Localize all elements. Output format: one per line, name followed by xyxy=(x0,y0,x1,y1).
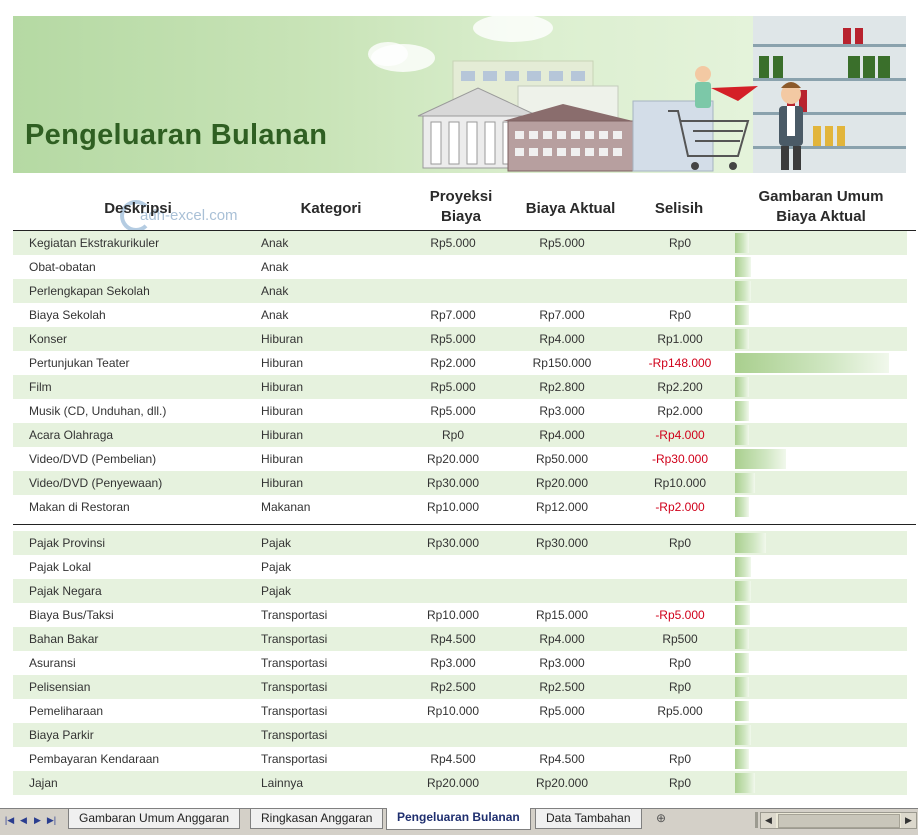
table-row[interactable] xyxy=(13,279,907,303)
cell-proyeksi[interactable]: Rp5.000 xyxy=(430,404,476,418)
header-proyeksi[interactable]: Proyeksi Biaya xyxy=(429,188,493,225)
actual-cost-databar xyxy=(735,305,749,325)
cell-aktual[interactable]: Rp30.000 xyxy=(535,536,589,550)
actual-cost-databar xyxy=(735,749,749,769)
table-row[interactable] xyxy=(13,627,907,651)
next-sheet-icon[interactable]: ▶ xyxy=(34,815,41,825)
cell-kategori[interactable]: Hiburan xyxy=(261,356,304,370)
first-sheet-icon[interactable]: |◀ xyxy=(4,815,15,825)
cell-proyeksi[interactable]: Rp5.000 xyxy=(430,332,476,346)
cell-selisih[interactable]: -Rp148.000 xyxy=(648,356,712,370)
table-row[interactable] xyxy=(13,555,907,579)
cell-deskripsi[interactable]: Pelisensian xyxy=(29,680,91,694)
cell-kategori[interactable]: Hiburan xyxy=(261,380,304,394)
table-row[interactable] xyxy=(13,651,907,675)
last-sheet-icon[interactable]: ▶| xyxy=(46,815,57,825)
cell-selisih[interactable]: Rp5.000 xyxy=(657,704,703,718)
header-aktual[interactable]: Biaya Aktual xyxy=(525,200,616,217)
sheet-tab-bar xyxy=(0,808,918,835)
cell-selisih[interactable]: Rp0 xyxy=(668,656,691,670)
sheet-tab[interactable]: Gambaran Umum Anggaran xyxy=(68,809,240,829)
table-row[interactable] xyxy=(13,423,907,447)
table-row[interactable] xyxy=(13,447,907,471)
cell-aktual[interactable]: Rp3.000 xyxy=(539,656,585,670)
shopping-illustration xyxy=(343,16,906,173)
cell-deskripsi[interactable]: Film xyxy=(29,380,52,394)
header-gambaran[interactable]: Gambaran Umum Biaya Aktual xyxy=(758,188,884,225)
cell-aktual[interactable]: Rp150.000 xyxy=(532,356,592,370)
cell-aktual[interactable]: Rp50.000 xyxy=(535,452,589,466)
table-row[interactable] xyxy=(13,495,907,519)
cell-kategori[interactable]: Lainnya xyxy=(261,776,304,790)
cell-kategori[interactable]: Anak xyxy=(261,260,289,274)
actual-cost-databar xyxy=(735,401,749,421)
cell-aktual[interactable]: Rp5.000 xyxy=(539,236,585,250)
cell-kategori[interactable]: Anak xyxy=(261,236,289,250)
cell-aktual[interactable]: Rp15.000 xyxy=(535,608,589,622)
actual-cost-databar xyxy=(735,581,751,601)
cell-proyeksi[interactable]: Rp7.000 xyxy=(430,308,476,322)
cell-deskripsi[interactable]: Pertunjukan Teater xyxy=(29,356,130,370)
cell-deskripsi[interactable]: Jajan xyxy=(29,776,58,790)
table-row[interactable] xyxy=(13,771,907,795)
cell-deskripsi[interactable]: Konser xyxy=(29,332,68,346)
cell-proyeksi[interactable]: Rp10.000 xyxy=(426,500,480,514)
actual-cost-databar xyxy=(735,281,751,301)
cell-deskripsi[interactable]: Musik (CD, Unduhan, dll.) xyxy=(29,404,167,418)
sheet-tab[interactable]: Ringkasan Anggaran xyxy=(250,809,383,829)
table-row[interactable] xyxy=(13,603,907,627)
prev-sheet-icon[interactable]: ◀ xyxy=(20,815,27,825)
actual-cost-databar xyxy=(735,773,755,793)
watermark-text: adh-excel.com xyxy=(140,207,238,224)
cell-kategori[interactable]: Hiburan xyxy=(261,332,304,346)
actual-cost-databar xyxy=(735,701,749,721)
scrollbar-thumb[interactable] xyxy=(778,814,900,828)
actual-cost-databar xyxy=(735,425,749,445)
actual-cost-databar xyxy=(735,329,749,349)
cell-kategori[interactable]: Transportasi xyxy=(261,632,328,646)
cell-deskripsi[interactable]: Pajak Lokal xyxy=(29,560,92,574)
cell-proyeksi[interactable]: Rp2.000 xyxy=(430,356,476,370)
cell-deskripsi[interactable]: Bahan Bakar xyxy=(29,632,99,646)
horizontal-scrollbar[interactable] xyxy=(760,812,917,829)
actual-cost-databar xyxy=(735,557,751,577)
cell-aktual[interactable]: Rp7.000 xyxy=(539,308,585,322)
actual-cost-databar xyxy=(735,473,755,493)
cell-deskripsi[interactable]: Makan di Restoran xyxy=(29,500,130,514)
cell-kategori[interactable]: Transportasi xyxy=(261,608,328,622)
cell-proyeksi[interactable]: Rp0 xyxy=(441,428,464,442)
cell-kategori[interactable]: Hiburan xyxy=(261,404,304,418)
actual-cost-databar xyxy=(735,653,749,673)
cell-proyeksi[interactable]: Rp5.000 xyxy=(430,236,476,250)
cell-deskripsi[interactable]: Pemeliharaan xyxy=(29,704,104,718)
cell-aktual[interactable]: Rp4.000 xyxy=(539,632,585,646)
header-kategori[interactable]: Kategori xyxy=(300,200,362,217)
cell-aktual[interactable]: Rp3.000 xyxy=(539,404,585,418)
table-row[interactable] xyxy=(13,471,907,495)
table-row[interactable] xyxy=(13,303,907,327)
cell-aktual[interactable]: Rp4.000 xyxy=(539,428,585,442)
cell-selisih[interactable]: -Rp30.000 xyxy=(651,452,709,466)
cell-kategori[interactable]: Transportasi xyxy=(261,656,328,670)
cell-selisih[interactable]: Rp10.000 xyxy=(653,476,707,490)
cell-kategori[interactable]: Pajak xyxy=(261,536,292,550)
cell-kategori[interactable]: Anak xyxy=(261,308,289,322)
table-row[interactable] xyxy=(13,747,907,771)
cell-deskripsi[interactable]: Biaya Parkir xyxy=(29,728,94,742)
actual-cost-databar xyxy=(735,629,749,649)
cell-proyeksi[interactable]: Rp4.500 xyxy=(430,752,476,766)
actual-cost-databar xyxy=(735,353,889,373)
cell-deskripsi[interactable]: Biaya Bus/Taksi xyxy=(29,608,114,622)
cell-kategori[interactable]: Transportasi xyxy=(261,752,328,766)
cell-selisih[interactable]: -Rp5.000 xyxy=(655,608,705,622)
cell-proyeksi[interactable]: Rp5.000 xyxy=(430,380,476,394)
cell-aktual[interactable]: Rp20.000 xyxy=(535,776,589,790)
cell-aktual[interactable]: Rp4.000 xyxy=(539,332,585,346)
cell-deskripsi[interactable]: Pajak Negara xyxy=(29,584,102,598)
cell-selisih[interactable]: Rp2.000 xyxy=(657,404,703,418)
table-row[interactable] xyxy=(13,231,907,255)
table-row[interactable] xyxy=(13,327,907,351)
cell-selisih[interactable]: Rp2.200 xyxy=(657,380,703,394)
cell-deskripsi[interactable]: Obat-obatan xyxy=(29,260,96,274)
cell-proyeksi[interactable]: Rp30.000 xyxy=(426,536,480,550)
scroll-left-icon[interactable]: ◀ xyxy=(761,813,776,828)
cell-aktual[interactable]: Rp4.500 xyxy=(539,752,585,766)
table-row[interactable] xyxy=(13,675,907,699)
cell-aktual[interactable]: Rp2.500 xyxy=(539,680,585,694)
table-row[interactable] xyxy=(13,579,907,603)
cell-proyeksi[interactable]: Rp4.500 xyxy=(430,632,476,646)
insert-sheet-icon[interactable]: ⊕ xyxy=(656,811,667,825)
actual-cost-databar xyxy=(735,497,749,517)
table-row[interactable] xyxy=(13,699,907,723)
sheet-tab[interactable]: Data Tambahan xyxy=(535,809,642,829)
cell-proyeksi[interactable]: Rp10.000 xyxy=(426,608,480,622)
page-title: Pengeluaran Bulanan xyxy=(25,119,328,151)
cell-kategori[interactable]: Transportasi xyxy=(261,680,328,694)
cell-deskripsi[interactable]: Biaya Sekolah xyxy=(29,308,106,322)
section-divider xyxy=(13,524,916,525)
cell-kategori[interactable]: Pajak xyxy=(261,584,292,598)
table-row[interactable] xyxy=(13,255,907,279)
cell-kategori[interactable]: Transportasi xyxy=(261,728,328,742)
actual-cost-databar xyxy=(735,725,751,745)
table-row[interactable] xyxy=(13,531,907,555)
cell-proyeksi[interactable]: Rp3.000 xyxy=(430,656,476,670)
cell-aktual[interactable]: Rp5.000 xyxy=(539,704,585,718)
cell-proyeksi[interactable]: Rp20.000 xyxy=(426,776,480,790)
cell-deskripsi[interactable]: Video/DVD (Pembelian) xyxy=(29,452,157,466)
cell-selisih[interactable]: Rp0 xyxy=(668,752,691,766)
cell-deskripsi[interactable]: Pembayaran Kendaraan xyxy=(29,752,160,766)
cell-deskripsi[interactable]: Pajak Provinsi xyxy=(29,536,106,550)
actual-cost-databar xyxy=(735,257,751,277)
cell-deskripsi[interactable]: Video/DVD (Penyewaan) xyxy=(29,476,163,490)
cell-proyeksi[interactable]: Rp20.000 xyxy=(426,452,480,466)
actual-cost-databar xyxy=(735,533,766,553)
actual-cost-databar xyxy=(735,233,749,253)
table-row[interactable] xyxy=(13,375,907,399)
cell-proyeksi[interactable]: Rp2.500 xyxy=(430,680,476,694)
cell-proyeksi[interactable]: Rp10.000 xyxy=(426,704,480,718)
header-selisih[interactable]: Selisih xyxy=(654,200,704,217)
header-deskripsi[interactable]: Deskripsi xyxy=(104,200,172,217)
cell-deskripsi[interactable]: Kegiatan Ekstrakurikuler xyxy=(29,236,160,250)
cell-selisih[interactable]: Rp0 xyxy=(668,776,691,790)
header-banner xyxy=(13,16,906,173)
cell-deskripsi[interactable]: Perlengkapan Sekolah xyxy=(29,284,150,298)
cell-selisih[interactable]: Rp1.000 xyxy=(657,332,703,346)
cell-selisih[interactable]: Rp0 xyxy=(668,536,691,550)
cell-deskripsi[interactable]: Acara Olahraga xyxy=(29,428,114,442)
cell-selisih[interactable]: Rp500 xyxy=(662,632,698,646)
cell-kategori[interactable]: Hiburan xyxy=(261,452,304,466)
cell-selisih[interactable]: -Rp2.000 xyxy=(655,500,705,514)
cell-kategori[interactable]: Hiburan xyxy=(261,476,304,490)
cell-kategori[interactable]: Anak xyxy=(261,284,289,298)
cell-selisih[interactable]: -Rp4.000 xyxy=(655,428,705,442)
cell-aktual[interactable]: Rp12.000 xyxy=(535,500,589,514)
cell-kategori[interactable]: Makanan xyxy=(261,500,311,514)
sheet-tab[interactable]: Pengeluaran Bulanan xyxy=(386,808,531,830)
actual-cost-databar xyxy=(735,677,749,697)
actual-cost-databar xyxy=(735,449,786,469)
actual-cost-databar xyxy=(735,377,749,397)
cell-kategori[interactable]: Hiburan xyxy=(261,428,304,442)
cell-kategori[interactable]: Transportasi xyxy=(261,704,328,718)
cell-kategori[interactable]: Pajak xyxy=(261,560,292,574)
table-header xyxy=(13,183,907,230)
table-row[interactable] xyxy=(13,351,907,375)
cell-aktual[interactable]: Rp2.800 xyxy=(539,380,585,394)
table-row[interactable] xyxy=(13,723,907,747)
cell-selisih[interactable]: Rp0 xyxy=(668,680,691,694)
cell-selisih[interactable]: Rp0 xyxy=(668,236,691,250)
cell-aktual[interactable]: Rp20.000 xyxy=(535,476,589,490)
scroll-right-icon[interactable]: ▶ xyxy=(901,813,916,828)
cell-proyeksi[interactable]: Rp30.000 xyxy=(426,476,480,490)
cell-deskripsi[interactable]: Asuransi xyxy=(29,656,76,670)
actual-cost-databar xyxy=(735,605,750,625)
cell-selisih[interactable]: Rp0 xyxy=(668,308,691,322)
table-row[interactable] xyxy=(13,399,907,423)
tab-splitter[interactable] xyxy=(755,812,758,828)
